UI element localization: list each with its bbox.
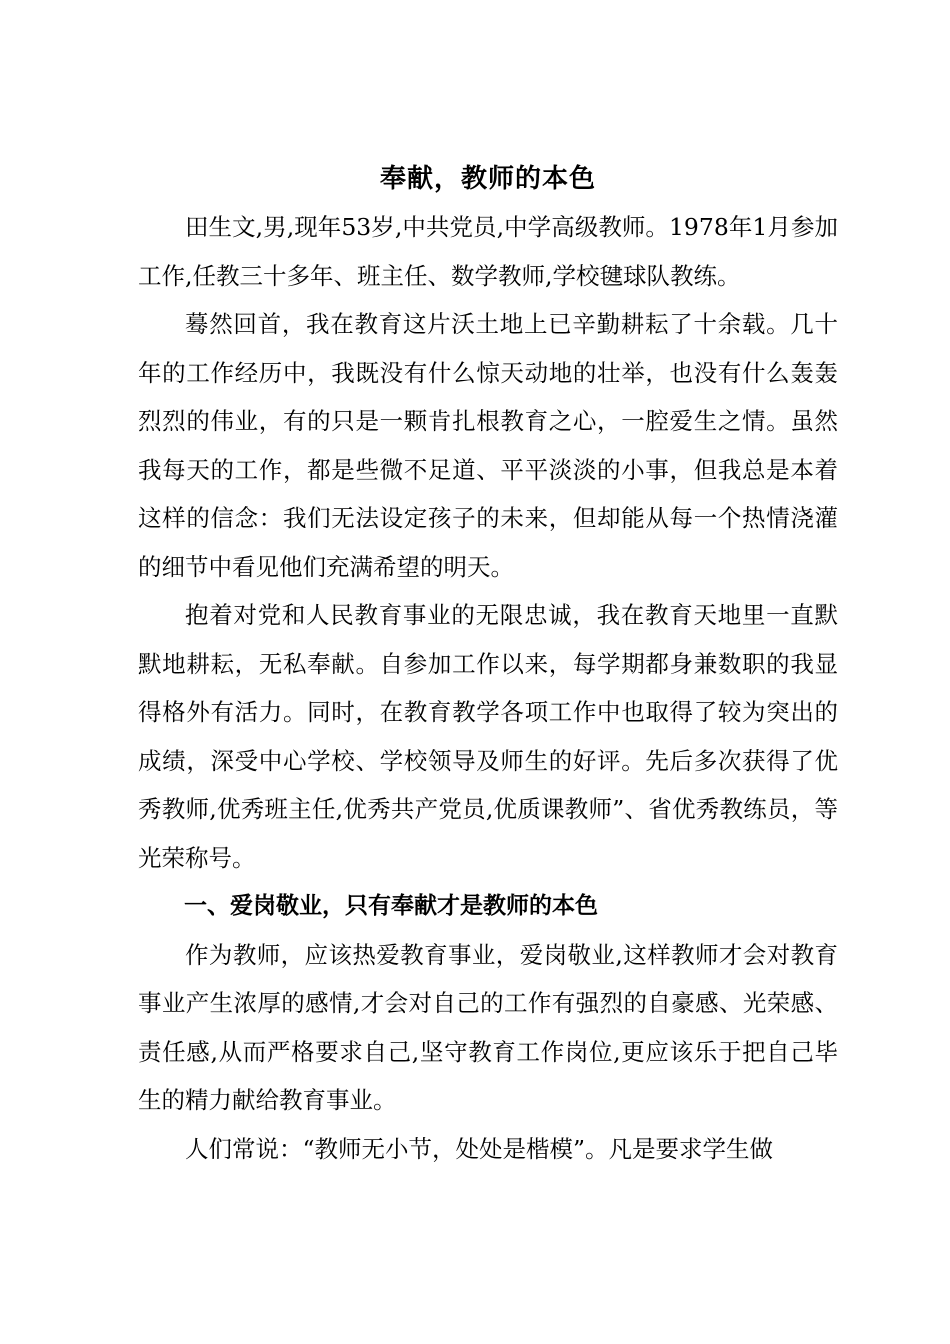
paragraph-dedication: 作为教师，应该热爱教育事业，爱岗敬业,这样教师才会对教育事业产生浓厚的感情,才会对自己的工作有强烈的自豪感、光荣感、责任感,从而严格要求自己,坚守教育工作岗位,更应该乐于把自己毕生的精力献给教育事业。 bbox=[138, 940, 838, 1114]
paragraph-role-model: 人们常说：“教师无小节，处处是楷模”。凡是要求学生做 bbox=[185, 1134, 774, 1163]
paragraph-intro: 田生文,男,现年53岁,中共党员,中学高级教师。1978年1月参加工作,任教三十多年、班主任、数学教师,学校毽球队教练。 bbox=[138, 213, 838, 290]
document-body bbox=[138, 155, 838, 1173]
document-title: 奉献，教师的本色 bbox=[379, 164, 596, 194]
section-heading: 一、爱岗敬业，只有奉献才是教师的本色 bbox=[184, 893, 598, 919]
paragraph-achievements: 抱着对党和人民教育事业的无限忠诚，我在教育天地里一直默默地耕耘，无私奉献。自参加工作以来，每学期都身兼数职的我显得格外有活力。同时，在教育教学各项工作中也取得了较为突出的成绩，深受中心学校、学校领导及师生的好评。先后多次获得了优秀教师,优秀班主任,优秀共产党员,优质课教师”、省优秀教练员，等光荣称号。 bbox=[138, 601, 838, 872]
paragraph-reflection: 蓦然回首，我在教育这片沃土地上已辛勤耕耘了十余载。几十年的工作经历中，我既没有什么惊天动地的壮举，也没有什么轰轰烈烈的伟业，有的只是一颗肯扎根教育之心，一腔爱生之情。虽然我每天的工作，都是些微不足道、平平淡淡的小事，但我总是本着这样的信念：我们无法设定孩子的未来，但却能从每一个热情浇灌的细节中看见他们充满希望的明天。 bbox=[138, 310, 838, 581]
